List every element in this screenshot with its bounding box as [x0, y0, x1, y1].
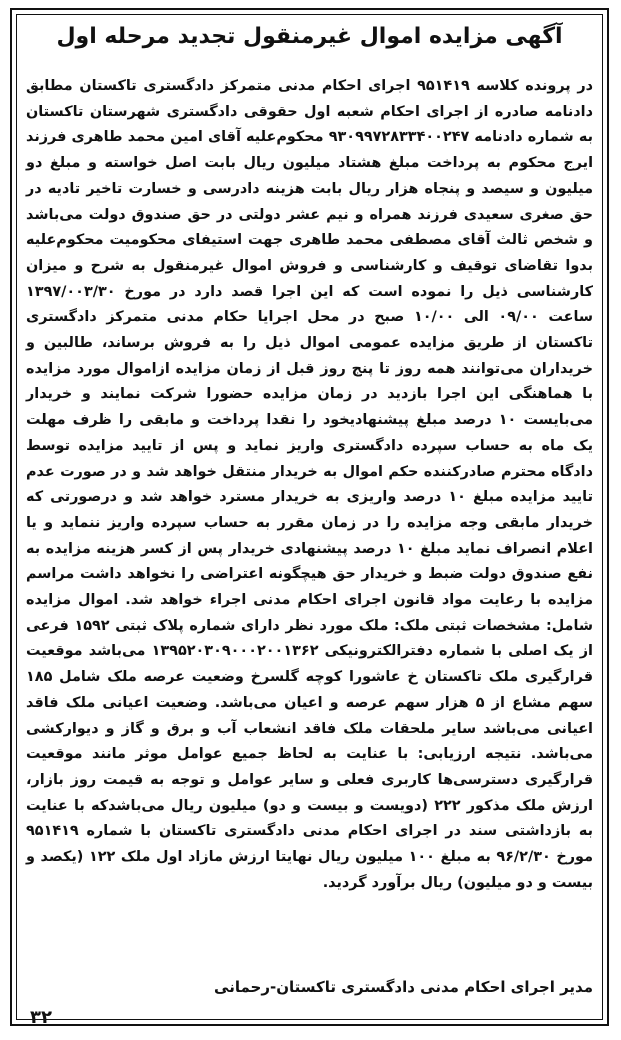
notice-frame: [10, 8, 609, 1026]
page-number: ۳۲: [30, 1007, 52, 1028]
notice-body: در پرونده کلاسه ۹۵۱۴۱۹ اجرای احکام مدنی متمرکز دادگستری تاکستان مطابق دادنامه صادره از اجرای احکام شعبه اول حقوقی دادگستری شهرستان تاکستان به شماره دادنامه ۹۳۰۹۹۷۲۸۳۳۴۰۰۲۴۷ محکوم‌علیه آقای امین محمد طاهری فرزند ایرج محکوم به پرداخت مبلغ هشتاد میلیون ریال بابت اصل خواسته و مبلغ دو میلیون و سیصد و پنجاه هزار ریال بابت هزینه دادرسی و خسارت تاخیر تادیه در حق صغری سعیدی فرزند همراه و نیم عشر دولتی در حق صندوق دولت می‌باشد و شخص ثالث آقای مصطفی محمد طاهری جهت استیفای محکومیت محکوم‌علیه بدوا تقاضای توقیف و کارشناسی و فروش اموال غیرمنقول به شرح و میزان کارشناسی ذیل را نموده است که این اجرا قصد دارد در مورخ ۱۳۹۷/۰۰۳/۳۰ ساعت ۰۹/۰۰ الی ۱۰/۰۰ صبح در محل اجرایا حکام مدنی متمرکز دادگستری تاکستان از طریق مزایده عمومی اموال ذیل را به فروش برساند، طالبین و خریداران می‌توانند همه روز تا پنج روز قبل از زمان مزایده ازاموال مورد مزایده با هماهنگی این اجرا بازدید در زمان مزایده حضورا شرکت نمایند و خریدار می‌بایست ۱۰ درصد مبلغ پیشنهادیخود را نقدا پرداخت و مابقی را ظرف مهلت یک ماه به حساب سپرده دادگستری واریز نماید و پس از تایید مزایده توسط دادگاه محترم صادرکننده حکم اموال به خریدار منتقل خواهد شد و در صورت عدم تایید مزایده مبلغ ۱۰ درصد واریزی به خریدار مسترد خواهد شد و درصورتی که خریدار مابقی وجه مزایده را در زمان مقرر به حساب سپرده واریز ننماید و یا اعلام انصراف نماید مبلغ ۱۰ درصد پیشنهادی خریدار پس از کسر هزینه مزایده به نفع صندوق دولت ضبط و خریدار حق هیچگونه اعتراضی را نخواهد داشت مراسم مزایده با رعایت مواد قانون اجرای احکام مدنی اجراء خواهد شد. اموال مزایده شامل: مشخصات ثبتی ملک: ملک مورد نظر دارای شماره پلاک ثبتی ۱۵۹۲ فرعی از یک اصلی با شماره دفترالکترونیکی ۱۳۹۵۲۰۳۰۹۰۰۰۲۰۰۱۳۶۲ می‌باشد موقعیت قرارگیری ملک تاکستان خ عاشورا کوچه گلسرخ وضعیت عرصه ملک شامل ۱۸۵ سهم مشاع از ۵ هزار سهم عرصه و اعیان می‌باشد. وضعیت اعیانی ملک فاقد اعیانی می‌باشد سایر ملحقات ملک فاقد انشعاب آب و برق و گاز و دیوارکشی می‌باشد. نتیجه ارزیابی: با عنایت به لحاظ جمیع عوامل موثر مانند موقعیت قرارگیری دسترسی‌ها کاربری فعلی و سایر عوامل و توجه به قیمت روز بازار، ارزش ملک مذکور ۲۲۲ (دویست و بیست و دو) میلیون ریال می‌باشدکه با عنایت به بازداشتی سند در اجرای احکام مدنی دادگستری تاکستان با شماره ۹۵۱۴۱۹ مورخ ۹۶/۲/۳۰ به مبلغ ۱۰۰ میلیون ریال نهایتا ارزش مازاد اول ملک ۱۲۲ (یکصد و بیست و دو میلیون) ریال برآورد گردید.: [26, 78, 594, 891]
notice-title: آگهی مزایده اموال غیرمنقول تجدید مرحله اول: [56, 24, 563, 49]
notice-signature: مدیر اجرای احکام مدنی دادگستری تاکستان-رحمانی: [214, 978, 593, 996]
